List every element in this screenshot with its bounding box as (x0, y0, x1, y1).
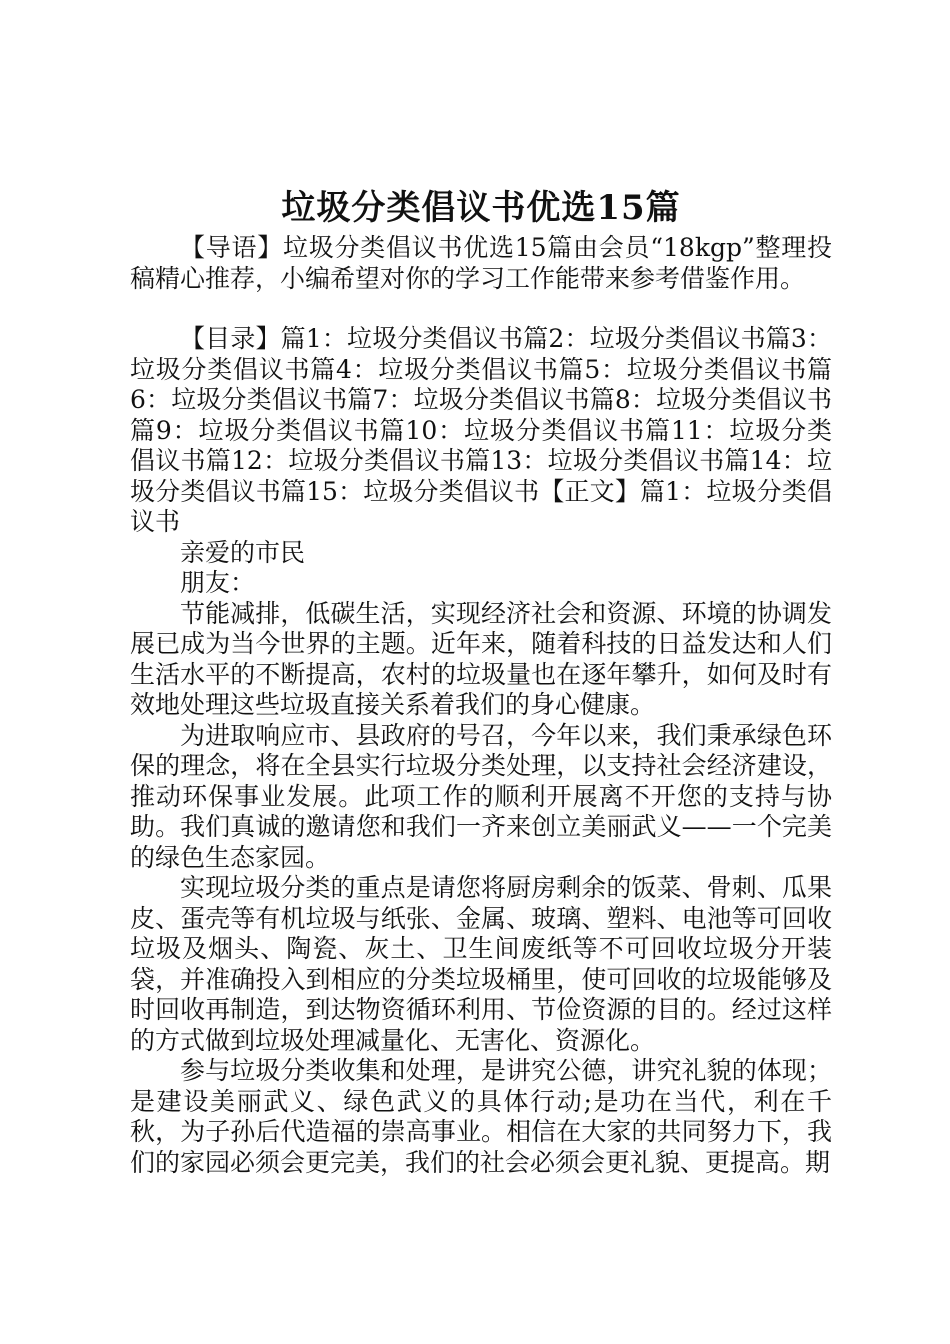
paragraph-gap (130, 294, 832, 324)
document-title: 垃圾分类倡议书优选15篇 (281, 188, 681, 228)
document-page (130, 183, 832, 1178)
body-paragraph-4: 参与垃圾分类收集和处理，是讲究公德，讲究礼貌的体现；是建设美丽武义、绿色武义的具体行动;是功在当代，利在千秋，为子孙后代造福的崇高事业。相信在大家的共同努力下，我们的家园必须会更完美，我们的社会必须会更礼貌、更提高。期 (130, 1056, 832, 1177)
body-paragraph-2: 为进取响应市、县政府的号召，今年以来，我们秉承绿色环保的理念，将在全县实行垃圾分类处理，以支持社会经济建设，推动环保事业发展。此项工作的顺利开展离不开您的支持与协助。我们真诚的邀请您和我们一齐来创立美丽武义——一个完美的绿色生态家园。 (130, 720, 832, 872)
table-of-contents: 【目录】篇1：垃圾分类倡议书篇2：垃圾分类倡议书篇3：垃圾分类倡议书篇4：垃圾分类倡议书篇5：垃圾分类倡议书篇6：垃圾分类倡议书篇7：垃圾分类倡议书篇8：垃圾分类倡议书篇9：垃圾分类倡议书篇10：垃圾分类倡议书篇11：垃圾分类倡议书篇12：垃圾分类倡议书篇13：垃圾分类倡议书篇14：垃圾分类倡议书篇15：垃圾分类倡议书【正文】篇1：垃圾分类倡议书 (130, 324, 832, 536)
body-paragraph-1: 节能减排，低碳生活，实现经济社会和资源、环境的协调发展已成为当今世界的主题。近年来，随着科技的日益发达和人们生活水平的不断提高，农村的垃圾量也在逐年攀升，如何及时有效地处理这些垃圾直接关系着我们的身心健康。 (130, 598, 832, 719)
intro-paragraph: 【导语】垃圾分类倡议书优选15篇由会员“18kgp”整理投稿精心推荐，小编希望对你的学习工作能带来参考借鉴作用。 (130, 233, 832, 293)
greeting-line-2: 朋友： (180, 568, 256, 597)
body-paragraph-3: 实现垃圾分类的重点是请您将厨房剩余的饭菜、骨刺、瓜果皮、蛋壳等有机垃圾与纸张、金属、玻璃、塑料、电池等可回收垃圾及烟头、陶瓷、灰土、卫生间废纸等不可回收垃圾分开装袋，并准确投入到相应的分类垃圾桶里，使可回收的垃圾能够及时回收再制造，到达物资循环利用、节俭资源的目的。经过这样的方式做到垃圾处理减量化、无害化、资源化。 (130, 873, 832, 1055)
greeting-line-1: 亲爱的市民 (180, 537, 306, 567)
